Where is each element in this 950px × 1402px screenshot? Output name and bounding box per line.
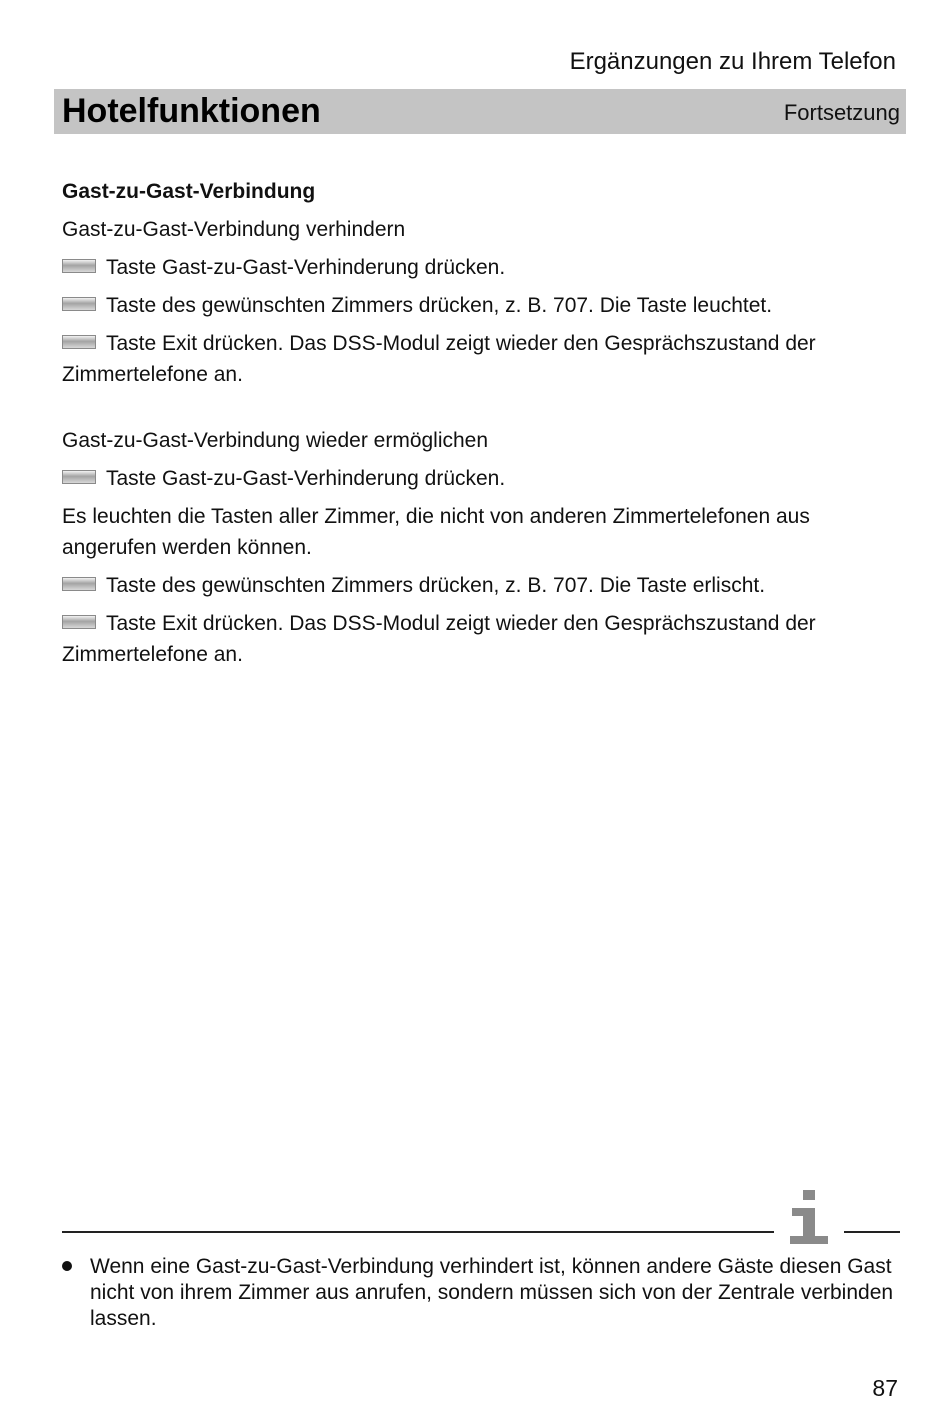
key-icon <box>62 577 96 591</box>
info-note <box>62 1254 902 1332</box>
title-bar <box>54 89 906 134</box>
bullet-icon <box>62 1261 72 1271</box>
page-title: Hotelfunktionen <box>62 92 321 130</box>
section-heading: Gast-zu-Gast-Verbindung <box>62 180 316 203</box>
explanation-text: Es leuchten die Tasten aller Zimmer, die nicht von anderen Zimmertelefonen aus angerufen werden können. <box>62 505 810 559</box>
step-item <box>62 290 882 321</box>
spacer <box>62 397 882 425</box>
step-text: Taste Exit drücken. Das DSS-Modul zeigt wieder den Gesprächszustand der Zimmertelefone an. <box>62 612 816 666</box>
key-icon <box>62 470 96 484</box>
info-icon <box>786 1190 832 1246</box>
step-text: Taste des gewünschten Zimmers drücken, z. B. 707. Die Taste erlischt. <box>106 574 766 597</box>
step-item <box>62 570 882 601</box>
block-intro-prevent: Gast-zu-Gast-Verbindung verhindern <box>62 218 406 241</box>
step-item <box>62 252 882 283</box>
info-note-text: Wenn eine Gast-zu-Gast-Verbindung verhindert ist, können andere Gäste diesen Gast nicht von ihrem Zimmer aus anrufen, sondern müssen sich von der Zentrale verbinden lassen. <box>90 1255 894 1330</box>
step-item <box>62 608 882 670</box>
continuation-label: Fortsetzung <box>783 100 900 125</box>
divider-line <box>844 1231 900 1233</box>
step-text: Taste Gast-zu-Gast-Verhinderung drücken. <box>106 467 506 490</box>
key-icon <box>62 335 96 349</box>
divider-line <box>62 1231 774 1233</box>
key-icon <box>62 297 96 311</box>
page-number: 87 <box>872 1375 898 1401</box>
section-title: Ergänzungen zu Ihrem Telefon <box>569 48 896 75</box>
block-intro-enable: Gast-zu-Gast-Verbindung wieder ermöglichen <box>62 429 489 452</box>
step-text: Taste Gast-zu-Gast-Verhinderung drücken. <box>106 256 506 279</box>
step-text: Taste Exit drücken. Das DSS-Modul zeigt wieder den Gesprächszustand der Zimmertelefone an. <box>62 332 816 386</box>
step-text: Taste des gewünschten Zimmers drücken, z. B. 707. Die Taste leuchtet. <box>106 294 773 317</box>
key-icon <box>62 615 96 629</box>
main-content <box>62 176 882 677</box>
key-icon <box>62 259 96 273</box>
step-item <box>62 328 882 390</box>
step-item <box>62 463 882 494</box>
